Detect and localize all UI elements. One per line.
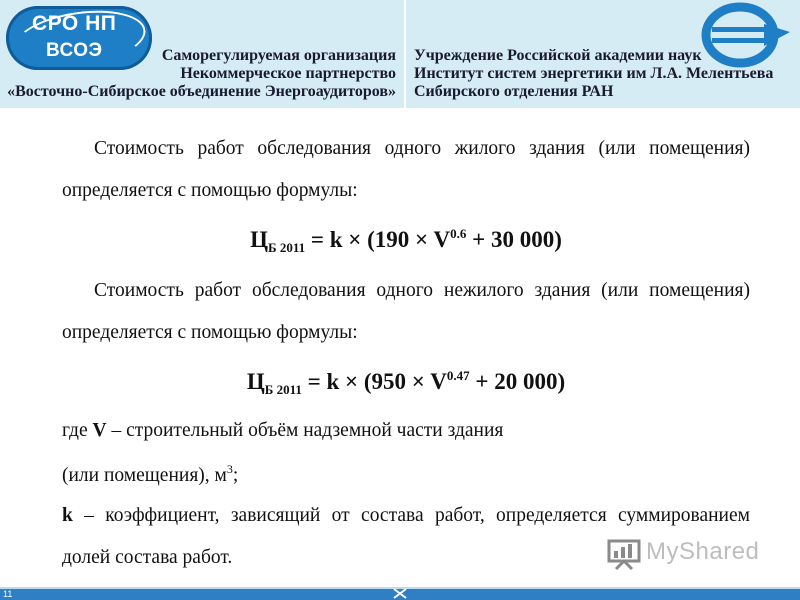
- formula-tail: + 20 000): [469, 369, 566, 394]
- definition-prefix: где: [62, 420, 93, 441]
- right-org-line: Учреждение Российской академии наук: [414, 47, 702, 64]
- left-org-line: «Восточно-Сибирское объединение Энергоаудиторов»: [7, 83, 396, 100]
- watermark: [606, 538, 766, 572]
- formula-exponent: 0.6: [450, 226, 467, 241]
- formula-residential: [62, 212, 750, 270]
- formula-body: = k × (950 × V: [301, 369, 447, 394]
- header-banner: [0, 0, 800, 108]
- definition-v-text: – строительный объём надземной части здания: [106, 420, 504, 441]
- formula-exponent: 0.47: [446, 368, 470, 383]
- variable-v: V: [92, 420, 107, 441]
- formula-symbol: Ц: [250, 227, 268, 252]
- logo-line-2: ВСОЭ: [46, 40, 103, 61]
- paragraph-residential: Стоимость работ обследования одного жилого здания (или помещения) определяется с помощью формулы:: [62, 138, 750, 201]
- presentation-board-icon: [606, 538, 642, 570]
- units-exponent: 3: [226, 462, 233, 476]
- formula-nonresidential: [62, 354, 750, 412]
- footer-cross-icon: [392, 587, 408, 600]
- formula-tail: + 30 000): [466, 227, 562, 252]
- page-number: 11: [3, 589, 13, 599]
- slide-content: [62, 128, 750, 579]
- formula-subscript: Б 2011: [264, 382, 302, 397]
- formula-body: = k × (190 × V: [305, 227, 451, 252]
- institute-emblem-icon: [694, 2, 794, 68]
- paragraph-nonresidential: Стоимость работ обследования одного нежилого здания (или помещения) определяется с помощью формулы:: [62, 280, 750, 343]
- definition-v-units: [62, 450, 750, 495]
- left-organization-name: [7, 47, 396, 101]
- left-org-line: Некоммерческое партнерство: [180, 65, 396, 82]
- formula-symbol: Ц: [246, 369, 265, 394]
- formula-subscript: Б 2011: [268, 240, 306, 255]
- definition-k-text: – коэффициент, зависящий от состава работ, определяется суммированием долей состава работ.: [62, 505, 750, 568]
- logo-line-1: СРО НП: [32, 12, 117, 35]
- header-divider: [404, 0, 406, 108]
- left-org-line: Саморегулируемая организация: [161, 47, 396, 64]
- units-text: (или помещения), м: [62, 465, 227, 486]
- units-end: ;: [232, 465, 239, 486]
- watermark-text: MyShared: [646, 538, 760, 565]
- right-org-line: Сибирского отделения РАН: [414, 83, 614, 100]
- variable-k: k: [62, 505, 73, 526]
- definition-v: [62, 412, 750, 450]
- right-org-line: Институт систем энергетики им Л.А. Мелентьева: [414, 65, 774, 82]
